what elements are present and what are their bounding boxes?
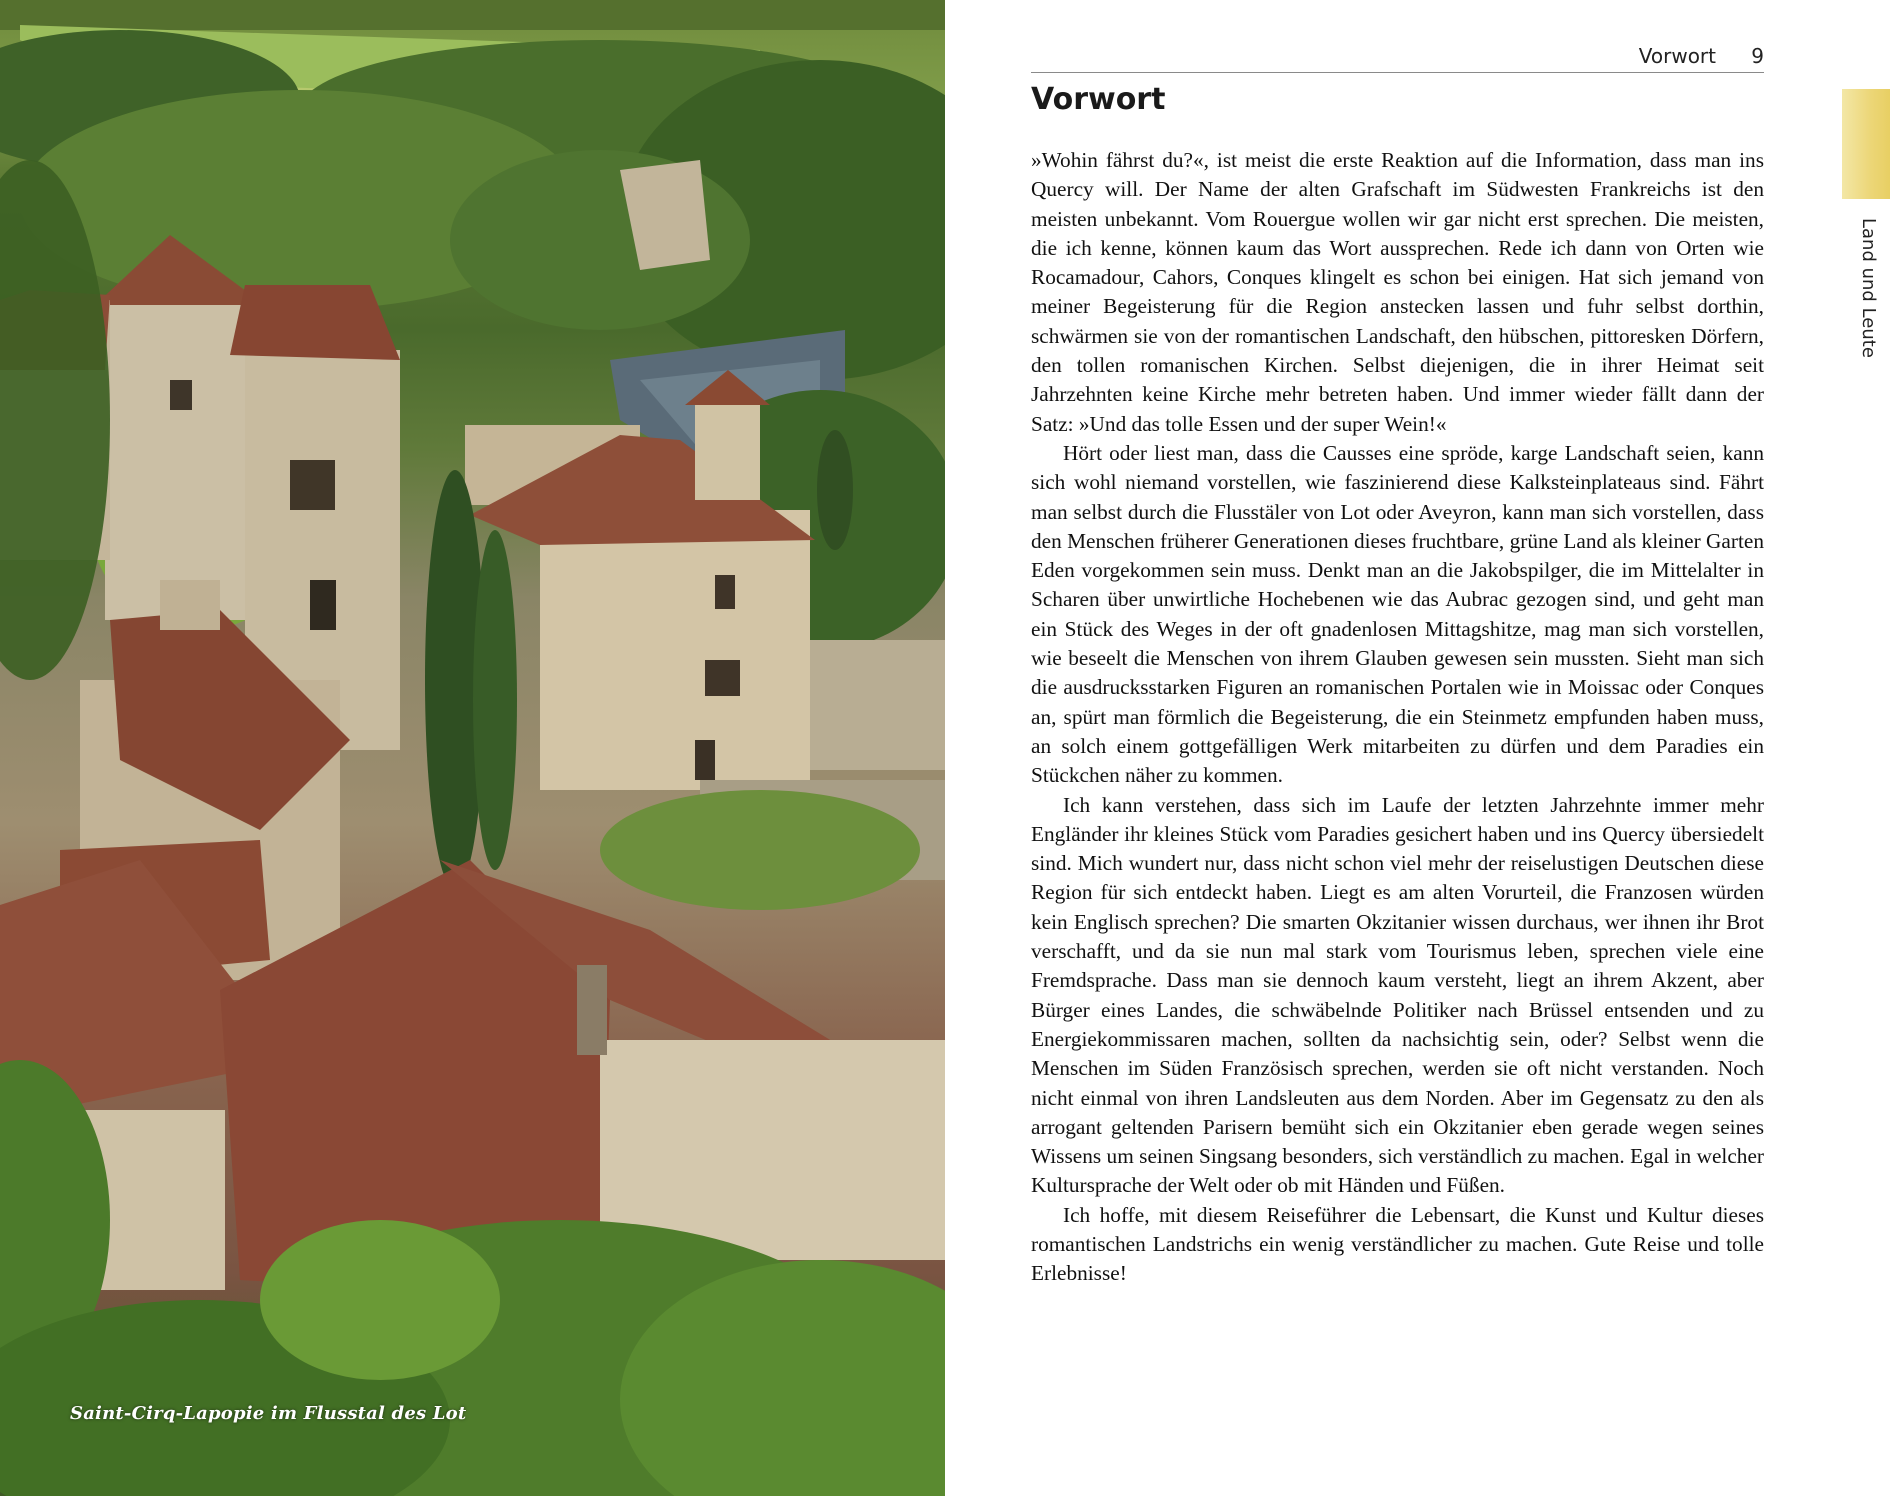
paragraph: »Wohin fährst du?«, ist meist die erste Reaktion auf die Information, dass man ins Quercy will. Der Name der alten Grafschaft im Südwesten Frankreichs ist den meisten unbekannt. Vom Rouergue wollen wir gar nicht erst sprechen. Die meisten, die ich kenne, können kaum das Wort aussprechen. Rede ich dann von Orten wie Rocamadour, Cahors, Conques klingelt es schon bei einigen. Hat sich jemand von meiner Begeisterung für die Region anstecken lassen und fuhr selbst dorthin, schwärmen sie von der romantischen Landschaft, den hübschen, pittoresken Dörfern, den tollen romanischen Kirchen. Selbst diejenigen, die in ihrer Heimat seit Jahrzehnten keine Kirche mehr betreten haben. Und immer wieder fällt dann der Satz: »Und das tolle Essen und der super Wein!«	[1031, 148, 1764, 436]
running-header-title: Vorwort	[1638, 44, 1716, 68]
text-page	[945, 0, 1890, 1496]
section-thumb-tab	[1842, 89, 1890, 199]
page-number: 9	[1751, 44, 1764, 68]
chapter-title: Vorwort	[1031, 82, 1166, 117]
paragraph: Hört oder liest man, dass die Causses eine spröde, karge Landschaft seien, kann sich wohl niemand vorstellen, wie faszinierend diese Kalksteinplateaus sind. Fährt man selbst durch die Flusstäler von Lot oder Aveyron, kann man sich vorstellen, dass den Menschen früherer Generationen dieses fruchtbare, grüne Land als kleiner Garten Eden vorgekommen sein muss. Denkt man an die Jakobspilger, die im Mittelalter in Scharen über unwirtliche Hochebenen wie das Aubrac gezogen sind, und geht man ein Stück des Weges in der oft gnadenlosen Mittagshitze, mag man sich vorstellen, wie beseelt die Menschen von ihrem Glauben gewesen sein mussten. Sieht man sich die ausdrucksstarken Figuren an romanischen Portalen wie in Moissac oder Conques an, spürt man förmlich die Begeisterung, die ein Steinmetz empfunden haben muss, an solch einem gottgefälligen Werk mitarbeiten zu dürfen und dem Paradies ein Stückchen näher zu kommen.	[1031, 440, 1764, 788]
paragraph: Ich hoffe, mit diesem Reiseführer die Lebensart, die Kunst und Kultur dieses romantischen Landstrichs ein wenig verständlicher zu machen. Gute Reise und tolle Erlebnisse!	[1031, 1202, 1764, 1286]
paragraph: Ich kann verstehen, dass sich im Laufe der letzten Jahrzehnte immer mehr Engländer ihr kleines Stück vom Paradies gesichert haben und ins Quercy übersiedelt sind. Mich wundert nur, dass nicht schon viel mehr der reiselustigen Deutschen diese Region für sich entdeckt haben. Liegt es am alten Vorurteil, die Franzosen würden kein Englisch sprechen? Die smarten Okzitanier wissen durchaus, wer ihnen ihr Brot verschafft, und da sie nun mal stark vom Tourismus leben, sprechen viele eine Fremdsprache. Dass man sie dennoch kaum versteht, liegt an ihrem Akzent, aber Bürger eines Landes, die schwäbelnde Politiker nach Brüssel entsenden und zu Energiekommissaren machen, sollten da nachsichtig sein, oder? Selbst wenn die Menschen im Süden Französisch sprechen, werden sie oft nicht verstanden. Noch nicht einmal von ihren Landsleuten aus dem Norden. Aber im Gegensatz zu den als arrogant geltenden Parisern bemüht sich ein Okzitanier eben gerade wegen seines Wissens um seinen Singsang besonders, sich verständlich zu machen. Egal in welcher Kultursprache der Welt oder ob mit Händen und Füßen.	[1031, 792, 1764, 1198]
body-text	[1031, 146, 1764, 1289]
section-label: Land und Leute	[1858, 218, 1879, 358]
running-header	[1031, 44, 1764, 73]
photo-caption: Saint-Cirq-Lapopie im Flusstal des Lot	[70, 1403, 467, 1424]
